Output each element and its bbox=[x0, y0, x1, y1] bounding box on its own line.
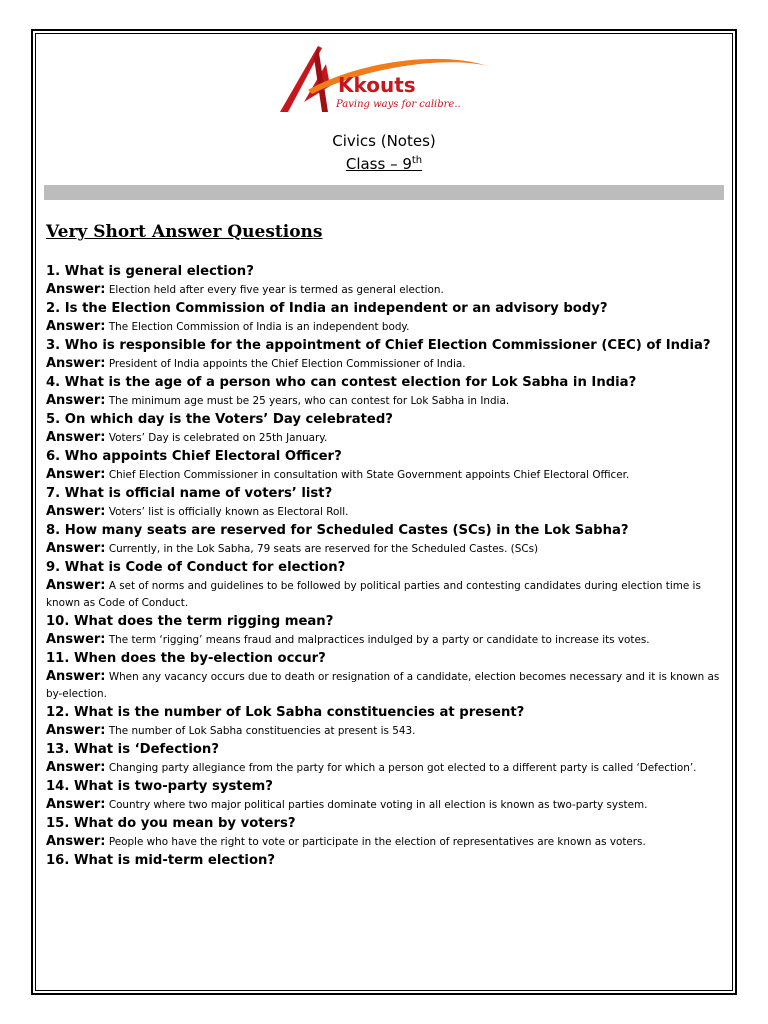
qa-item bbox=[46, 262, 726, 299]
answer-text: Voters’ Day is celebrated on 25th January. bbox=[108, 432, 328, 444]
answer-label: Answer: bbox=[46, 669, 106, 684]
qa-item bbox=[46, 703, 726, 740]
class-suffix: th bbox=[411, 155, 423, 166]
qa-item bbox=[46, 373, 726, 410]
answer-label: Answer: bbox=[46, 541, 106, 556]
qa-item bbox=[46, 447, 726, 484]
qa-item bbox=[46, 521, 726, 558]
answer-label: Answer: bbox=[46, 504, 106, 519]
answer-label: Answer: bbox=[46, 282, 106, 297]
qa-item bbox=[46, 649, 726, 703]
answer-text: When any vacancy occurs due to death or resignation of a candidate, election becomes necessary and it is known as by-election. bbox=[46, 671, 720, 700]
answer-text: People who have the right to vote or participate in the election of representatives are known as voters. bbox=[108, 836, 646, 848]
answer-label: Answer: bbox=[46, 430, 106, 445]
question: 4. What is the age of a person who can contest election for Lok Sabha in India? bbox=[46, 375, 637, 390]
answer bbox=[46, 668, 726, 703]
question: 14. What is two-party system? bbox=[46, 779, 273, 794]
answer bbox=[46, 577, 726, 612]
question: 3. Who is responsible for the appointment of Chief Election Commissioner (CEC) of India? bbox=[46, 338, 711, 353]
answer-text: The term ‘rigging’ means fraud and malpractices indulged by a party or candidate to increase its votes. bbox=[108, 634, 650, 646]
question: 9. What is Code of Conduct for election? bbox=[46, 560, 346, 575]
question: 11. When does the by-election occur? bbox=[46, 651, 326, 666]
answer-text: A set of norms and guidelines to be followed by political parties and contesting candidates during election time is known as Code of Conduct. bbox=[46, 580, 701, 609]
question: 7. What is official name of voters’ list? bbox=[46, 486, 333, 501]
answer bbox=[46, 759, 726, 777]
kkouts-logo bbox=[278, 42, 492, 114]
question: 10. What does the term rigging mean? bbox=[46, 614, 334, 629]
answer bbox=[46, 466, 726, 484]
question: 13. What is ‘Defection? bbox=[46, 742, 219, 757]
qa-item bbox=[46, 777, 726, 814]
qa-item bbox=[46, 410, 726, 447]
separator-bar bbox=[44, 185, 724, 200]
qa-item bbox=[46, 299, 726, 336]
qa-item bbox=[46, 612, 726, 649]
answer-text: Currently, in the Lok Sabha, 79 seats are reserved for the Scheduled Castes. (SCs) bbox=[108, 543, 539, 555]
qa-item bbox=[46, 814, 726, 851]
answer-label: Answer: bbox=[46, 760, 106, 775]
qa-list bbox=[46, 262, 726, 870]
answer-text: Changing party allegiance from the party for which a person got elected to a different party is called ‘Defection’. bbox=[108, 762, 697, 774]
answer bbox=[46, 355, 726, 373]
section-heading: Very Short Answer Questions bbox=[46, 222, 323, 242]
answer bbox=[46, 318, 726, 336]
answer bbox=[46, 429, 726, 447]
question: 5. On which day is the Voters’ Day celebrated? bbox=[46, 412, 393, 427]
question: 12. What is the number of Lok Sabha constituencies at present? bbox=[46, 705, 525, 720]
answer bbox=[46, 392, 726, 410]
answer-label: Answer: bbox=[46, 797, 106, 812]
answer-label: Answer: bbox=[46, 319, 106, 334]
answer-label: Answer: bbox=[46, 467, 106, 482]
answer-text: Chief Election Commissioner in consultation with State Government appoints Chief Electoral Officer. bbox=[108, 469, 630, 481]
answer-text: Election held after every five year is termed as general election. bbox=[108, 284, 444, 296]
answer-label: Answer: bbox=[46, 356, 106, 371]
answer-text: The number of Lok Sabha constituencies at present is 543. bbox=[108, 725, 416, 737]
answer bbox=[46, 796, 726, 814]
answer-label: Answer: bbox=[46, 393, 106, 408]
answer bbox=[46, 833, 726, 851]
answer-text: The Election Commission of India is an independent body. bbox=[108, 321, 410, 333]
question: 6. Who appoints Chief Electoral Officer? bbox=[46, 449, 342, 464]
question: 2. Is the Election Commission of India an independent or an advisory body? bbox=[46, 301, 608, 316]
question: 16. What is mid-term election? bbox=[46, 853, 276, 868]
answer-text: President of India appoints the Chief Election Commissioner of India. bbox=[108, 358, 466, 370]
qa-item bbox=[46, 740, 726, 777]
class-label: Class – 9 bbox=[345, 155, 412, 173]
answer-label: Answer: bbox=[46, 632, 106, 647]
question: 1. What is general election? bbox=[46, 264, 254, 279]
qa-item bbox=[46, 484, 726, 521]
class-line bbox=[0, 155, 768, 173]
logo-name: Kkouts bbox=[338, 73, 416, 97]
qa-item bbox=[46, 558, 726, 612]
question: 15. What do you mean by voters? bbox=[46, 816, 296, 831]
qa-item bbox=[46, 336, 726, 373]
answer bbox=[46, 503, 726, 521]
answer bbox=[46, 281, 726, 299]
answer-text: The minimum age must be 25 years, who can contest for Lok Sabha in India. bbox=[108, 395, 510, 407]
qa-item bbox=[46, 851, 726, 870]
answer bbox=[46, 722, 726, 740]
answer-label: Answer: bbox=[46, 578, 106, 593]
document-title: Civics (Notes) bbox=[332, 132, 436, 150]
answer-label: Answer: bbox=[46, 723, 106, 738]
question: 8. How many seats are reserved for Scheduled Castes (SCs) in the Lok Sabha? bbox=[46, 523, 629, 538]
answer bbox=[46, 540, 726, 558]
answer-text: Country where two major political parties dominate voting in all election is known as two-party system. bbox=[108, 799, 648, 811]
answer-label: Answer: bbox=[46, 834, 106, 849]
answer-text: Voters’ list is officially known as Electoral Roll. bbox=[108, 506, 349, 518]
logo-tagline: Paving ways for calibre.. bbox=[336, 99, 461, 110]
answer bbox=[46, 631, 726, 649]
